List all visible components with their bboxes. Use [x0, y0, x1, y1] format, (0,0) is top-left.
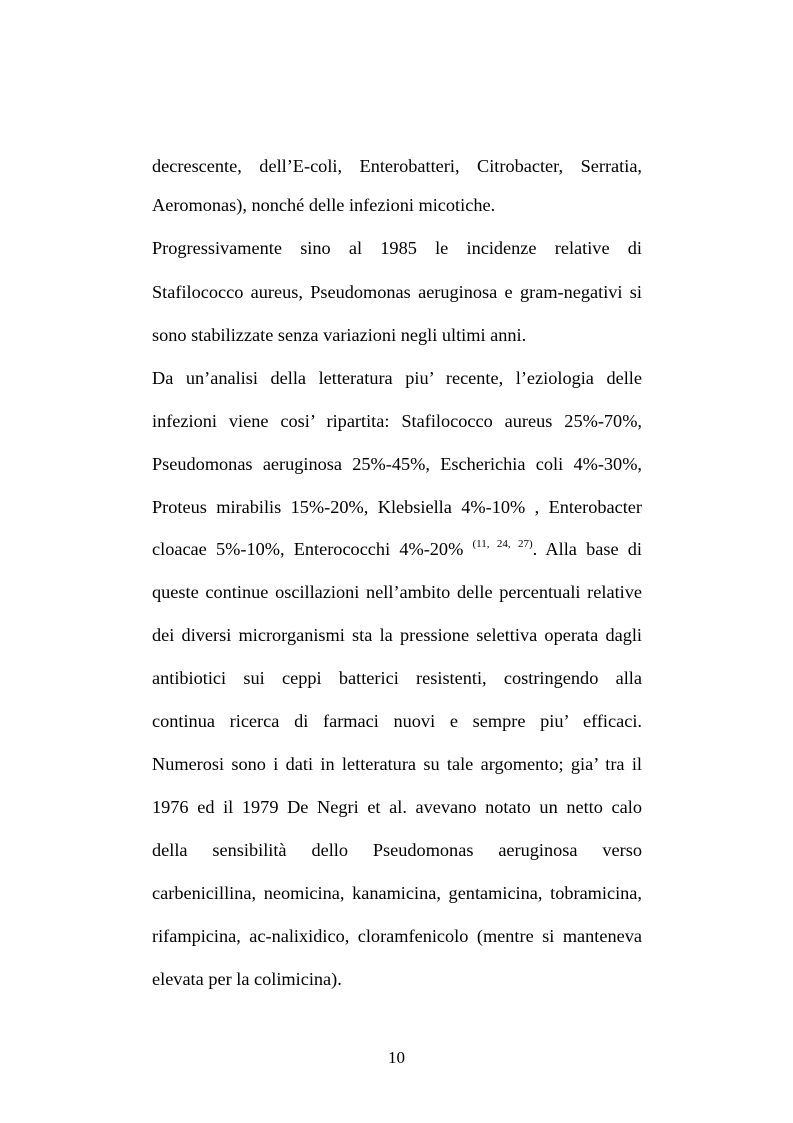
text-line: elevata per la colimicina).	[152, 969, 342, 989]
text-line: queste continue oscillazioni nell’ambito delle percentuali relative	[152, 582, 642, 602]
text-line: antibiotici sui ceppi batterici resistenti, costringendo alla	[152, 668, 642, 688]
text-line: carbenicillina, neomicina, kanamicina, gentamicina, tobramicina,	[152, 883, 642, 903]
text-line-with-citation	[152, 538, 642, 560]
text-line: infezioni viene cosi’ ripartita: Stafilococco aureus 25%-70%,	[152, 411, 642, 431]
text-fragment: . Alla base di	[532, 539, 642, 559]
text-line: Pseudomonas aeruginosa 25%-45%, Escherichia coli 4%-30%,	[152, 454, 642, 474]
text-line: rifampicina, ac-nalixidico, cloramfenicolo (mentre si manteneva	[152, 926, 642, 946]
text-line: Proteus mirabilis 15%-20%, Klebsiella 4%-10% , Enterobacter	[152, 497, 642, 517]
citation-reference: (11, 24, 27)	[472, 538, 533, 550]
text-line: 1976 ed il 1979 De Negri et al. avevano notato un netto calo	[152, 797, 642, 817]
text-line: della sensibilità dello Pseudomonas aeruginosa verso	[152, 840, 642, 860]
text-line: Da un’analisi della letteratura piu’ recente, l’eziologia delle	[152, 368, 642, 388]
text-line: decrescente, dell’E-coli, Enterobatteri, Citrobacter, Serratia,	[152, 156, 642, 176]
text-line: Aeromonas), nonché delle infezioni micotiche.	[152, 195, 496, 215]
text-line: Progressivamente sino al 1985 le incidenze relative di	[152, 238, 642, 258]
text-line: sono stabilizzate senza variazioni negli ultimi anni.	[152, 325, 527, 345]
text-line: Stafilococco aureus, Pseudomonas aeruginosa e gram-negativi si	[152, 282, 642, 302]
text-line: continua ricerca di farmaci nuovi e sempre piu’ efficaci.	[152, 711, 642, 731]
text-fragment: cloacae 5%-10%, Enterococchi 4%-20%	[152, 539, 473, 559]
text-line: dei diversi microrganismi sta la pressione selettiva operata dagli	[152, 625, 642, 645]
page-number: 10	[388, 1048, 405, 1067]
text-line: Numerosi sono i dati in letteratura su tale argomento; gia’ tra il	[152, 754, 642, 774]
